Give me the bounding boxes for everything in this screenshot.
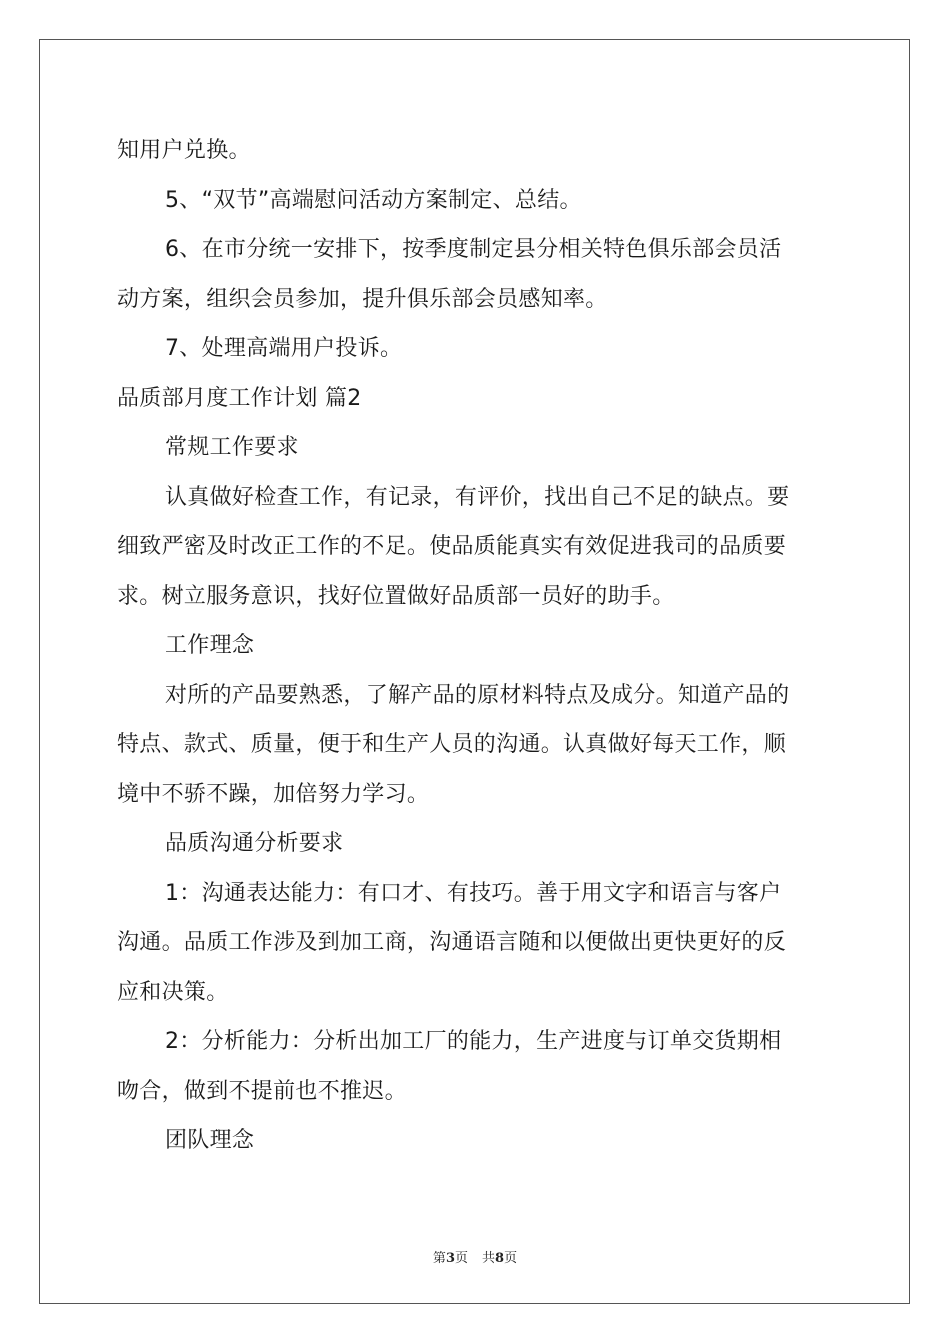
total-prefix: 共 [482,1251,496,1266]
text-line: 吻合，做到不提前也不推迟。 [117,1078,407,1104]
text-line: 品质部月度工作计划 篇2 [117,385,362,411]
text-line: 2：分析能力：分析出加工厂的能力，生产进度与订单交货期相 [165,1029,782,1054]
text-line: 7、处理高端用户投诉。 [165,336,403,361]
text-line: 特点、款式、质量，便于和生产人员的沟通。认真做好每天工作，顺 [117,732,787,757]
text-line: 细致严密及时改正工作的不足。使品质能真实有效促进我司的品质要 [117,534,787,559]
text-line: 工作理念 [165,633,255,658]
text-line: 常规工作要求 [165,435,299,460]
text-line: 品质沟通分析要求 [165,831,344,856]
total-suffix: 页 [504,1251,518,1266]
text-line: 6、在市分统一安排下，按季度制定县分相关特色俱乐部会员活 [165,237,782,262]
page-number: 3 [445,1251,455,1266]
document-body [117,126,837,1166]
text-line: 团队理念 [165,1128,255,1153]
page-footer [0,1247,950,1266]
text-line: 沟通。品质工作涉及到加工商，沟通语言随和以便做出更快更好的反 [117,930,787,955]
page-suffix: 页 [454,1251,468,1266]
text-line: 对所的产品要熟悉，了解产品的原材料特点及成分。知道产品的 [165,682,790,708]
text-line: 5、“双节”高端慰问活动方案制定、总结。 [165,187,582,213]
total-pages: 8 [495,1251,505,1266]
text-line: 应和决策。 [117,979,229,1005]
text-line: 认真做好检查工作，有记录，有评价，找出自己不足的缺点。要 [165,484,790,510]
text-line: 1：沟通表达能力：有口才、有技巧。善于用文字和语言与客户 [165,880,782,906]
text-line: 境中不骄不躁，加倍努力学习。 [117,781,430,807]
text-line: 求。树立服务意识，找好位置做好品质部一员好的助手。 [117,583,675,609]
text-line: 知用户兑换。 [117,138,251,163]
text-line: 动方案，组织会员参加，提升俱乐部会员感知率。 [117,286,608,312]
page-prefix: 第 [432,1251,446,1266]
